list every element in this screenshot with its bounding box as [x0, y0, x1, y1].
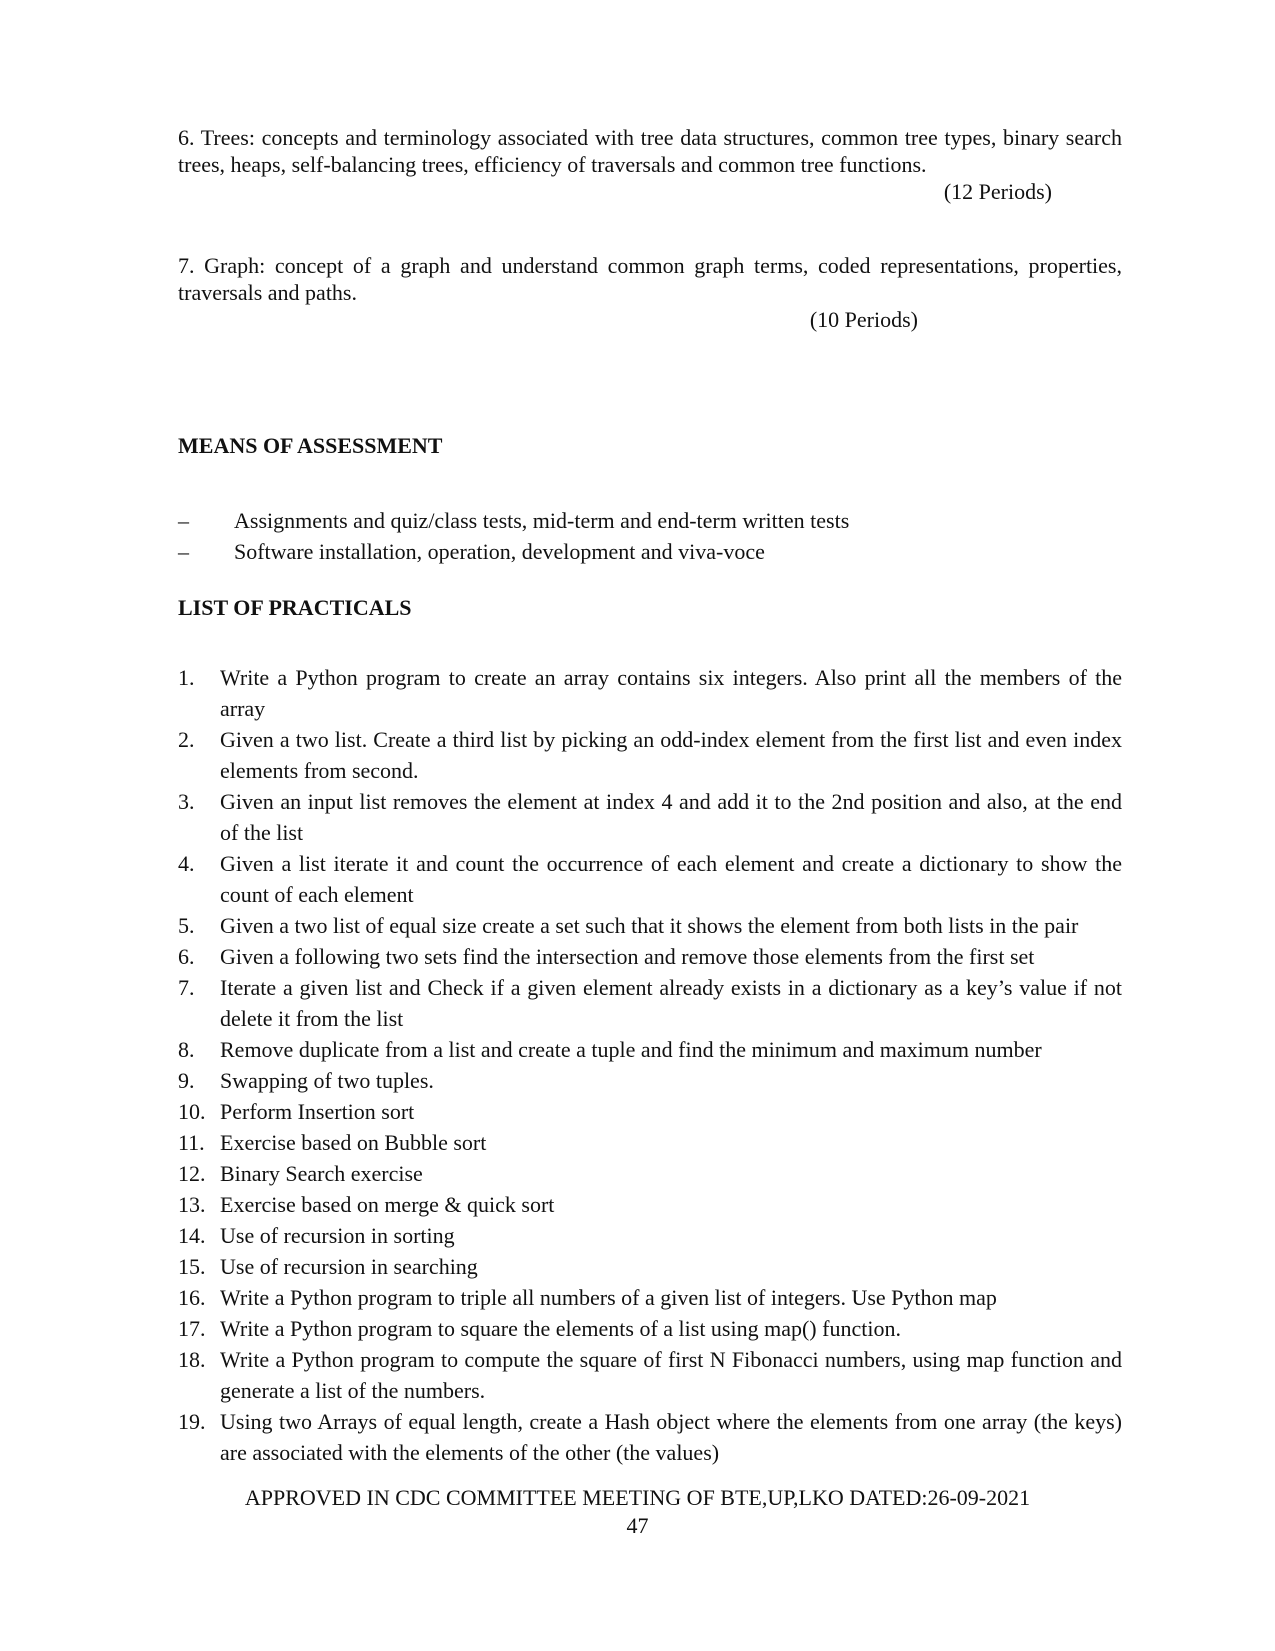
practical-text: Perform Insertion sort — [220, 1099, 415, 1124]
practical-item — [178, 1034, 1122, 1065]
practical-item — [178, 910, 1122, 941]
practical-text: Use of recursion in searching — [220, 1254, 478, 1279]
practical-text: Write a Python program to compute the square of first N Fibonacci numbers, using map function and generate a list of the numbers. — [220, 1347, 1122, 1403]
practical-text: Write a Python program to triple all numbers of a given list of integers. Use Python map — [220, 1285, 997, 1310]
practical-text: Write a Python program to square the elements of a list using map() function. — [220, 1316, 901, 1341]
practical-text: Given a following two sets find the intersection and remove those elements from the first set — [220, 944, 1035, 969]
practical-item — [178, 662, 1122, 724]
practical-number: 16. — [178, 1285, 206, 1310]
practical-number: 8. — [178, 1037, 195, 1062]
practical-number: 9. — [178, 1068, 195, 1093]
practical-number: 6. — [178, 944, 195, 969]
unit-6-periods: (12 Periods) — [943, 179, 1052, 204]
assessment-item — [178, 507, 1122, 538]
practical-number: 15. — [178, 1254, 206, 1279]
assessment-item-text: Assignments and quiz/class tests, mid-term and end-term written tests — [234, 508, 850, 533]
practical-number: 11. — [178, 1130, 205, 1155]
assessment-list — [178, 507, 1122, 569]
practical-number: 13. — [178, 1192, 206, 1217]
practical-text: Exercise based on merge & quick sort — [220, 1192, 555, 1217]
practical-item — [178, 848, 1122, 910]
practical-number: 4. — [178, 851, 195, 876]
page-number: 47 — [626, 1513, 649, 1538]
dash-bullet: – — [178, 508, 189, 533]
practical-item — [178, 1282, 1122, 1313]
practical-text: Using two Arrays of equal length, create a Hash object where the elements from one array (the keys) are associated with the elements of the other (the values) — [220, 1409, 1122, 1465]
practical-text: Given a two list. Create a third list by picking an odd-index element from the first list and even index elements from second. — [220, 727, 1122, 783]
practical-item — [178, 941, 1122, 972]
practicals-list — [178, 662, 1122, 1468]
practical-item — [178, 1313, 1122, 1344]
practical-item — [178, 1065, 1122, 1096]
practical-item — [178, 1251, 1122, 1282]
practical-text: Swapping of two tuples. — [220, 1068, 434, 1093]
practical-number: 10. — [178, 1099, 206, 1124]
practical-text: Binary Search exercise — [220, 1161, 423, 1186]
assessment-heading: MEANS OF ASSESSMENT — [178, 433, 443, 458]
practical-number: 18. — [178, 1347, 206, 1372]
practical-item — [178, 1127, 1122, 1158]
practical-item — [178, 1096, 1122, 1127]
practical-text: Use of recursion in sorting — [220, 1223, 455, 1248]
practical-number: 1. — [178, 665, 195, 690]
practical-item — [178, 1189, 1122, 1220]
assessment-item-text: Software installation, operation, development and viva-voce — [234, 539, 765, 564]
practical-item — [178, 1344, 1122, 1406]
practical-number: 12. — [178, 1161, 206, 1186]
practical-item — [178, 972, 1122, 1034]
practical-number: 19. — [178, 1409, 206, 1434]
practical-item — [178, 724, 1122, 786]
practicals-heading: LIST OF PRACTICALS — [178, 595, 412, 620]
practical-item — [178, 1406, 1122, 1468]
practical-number: 5. — [178, 913, 195, 938]
assessment-item — [178, 538, 1122, 569]
practical-text: Remove duplicate from a list and create a tuple and find the minimum and maximum number — [220, 1037, 1042, 1062]
practical-number: 3. — [178, 789, 195, 814]
practical-number: 7. — [178, 975, 195, 1000]
approval-footer: APPROVED IN CDC COMMITTEE MEETING OF BTE,UP,LKO DATED:26-09-2021 — [244, 1485, 1031, 1510]
practical-text: Given a two list of equal size create a set such that it shows the element from both lists in the pair — [220, 913, 1079, 938]
unit-6-description: 6. Trees: concepts and terminology associated with tree data structures, common tree types, binary search trees, heaps, self-balancing trees, efficiency of traversals and common tree functions. — [178, 125, 1122, 177]
practical-number: 17. — [178, 1316, 206, 1341]
practical-text: Exercise based on Bubble sort — [220, 1130, 487, 1155]
practical-text: Given an input list removes the element at index 4 and add it to the 2nd position and also, at the end of the list — [220, 789, 1122, 845]
unit-7-description: 7. Graph: concept of a graph and understand common graph terms, coded representations, properties, traversals and paths. — [178, 253, 1122, 305]
practical-item — [178, 1158, 1122, 1189]
dash-bullet: – — [178, 539, 189, 564]
unit-7-periods: (10 Periods) — [809, 307, 918, 332]
practical-text: Write a Python program to create an array contains six integers. Also print all the members of the array — [220, 665, 1122, 721]
practical-number: 2. — [178, 727, 195, 752]
practical-item — [178, 786, 1122, 848]
practical-text: Iterate a given list and Check if a given element already exists in a dictionary as a key’s value if not delete it from the list — [220, 975, 1122, 1031]
practical-item — [178, 1220, 1122, 1251]
practical-number: 14. — [178, 1223, 206, 1248]
practical-text: Given a list iterate it and count the occurrence of each element and create a dictionary to show the count of each element — [220, 851, 1122, 907]
